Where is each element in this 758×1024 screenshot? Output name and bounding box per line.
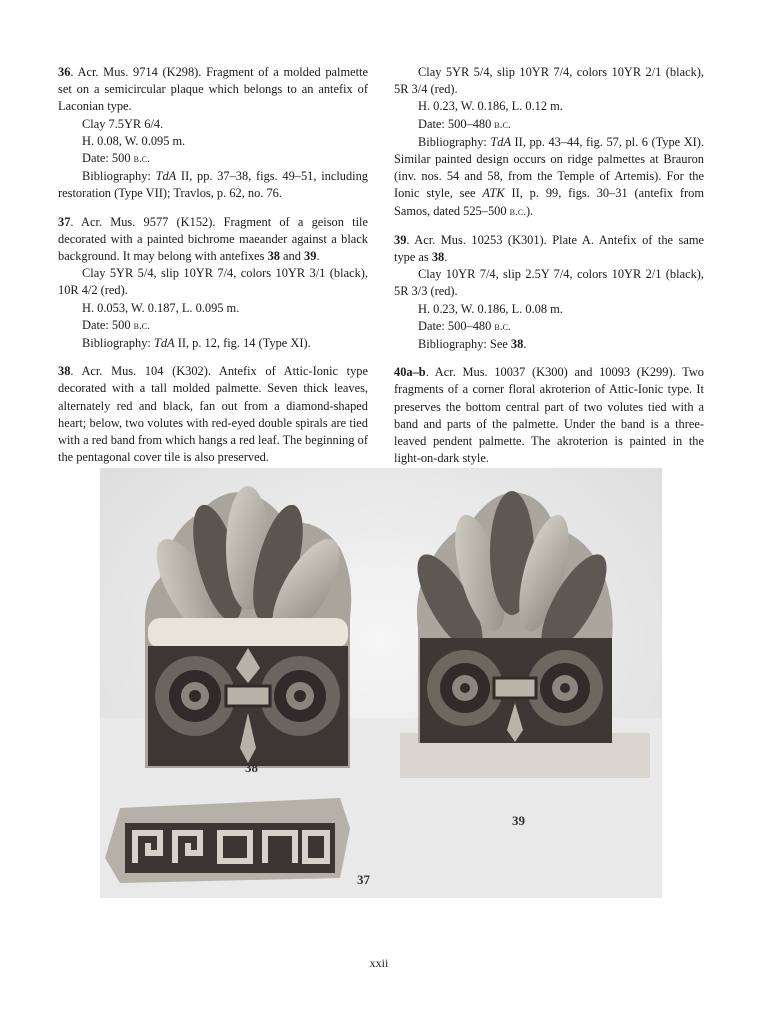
clay-line: Clay 7.5YR 6/4. (82, 116, 164, 131)
bibliography-line (394, 336, 704, 353)
dimensions-line: H. 0.08, W. 0.095 m. (82, 133, 186, 148)
date-text: Date: 500 (82, 317, 134, 332)
bib-label: Bibliography: (82, 336, 154, 351)
date-line (58, 150, 368, 168)
bibliography-line (394, 134, 704, 221)
plate-label-38: 38 (245, 760, 258, 775)
cross-ref: 38 (510, 337, 524, 352)
entry-description: . Acr. Mus. 10037 (K300) and 10093 (K299). Two fragments of a corner floral akroterion of Attic-Ionic type. It preserves the bottom central part of two volutes tied with a band and parts of the palmette. Under the band is a three-leaved pendent palmette. The akroterion is painted in the light-on-dark style. (394, 365, 704, 466)
page-number: xxii (369, 956, 389, 970)
entry-number: 40a–b (394, 365, 426, 380)
date-line (58, 317, 368, 335)
entry-heading (58, 64, 368, 116)
entry-description-cont: and (279, 249, 305, 264)
cross-ref: 39 (304, 249, 317, 264)
entry-description: . Acr. Mus. 9714 (K298). Fragment of a molded palmette set on a semicircular plaque which belongs to an antefix of Laconian type. (58, 65, 368, 114)
entry-heading (58, 363, 368, 466)
entry-38 (58, 363, 368, 466)
entry-description-end: . (316, 249, 320, 264)
entry-38-continued (394, 64, 704, 221)
entry-number: 39 (394, 232, 407, 247)
bib-title: TdA (153, 336, 175, 351)
date-line (394, 116, 704, 134)
bib-label: Bibliography: (82, 169, 156, 184)
entry-number: 36 (58, 65, 71, 79)
plate-label-39: 39 (512, 813, 525, 828)
left-column (58, 64, 368, 477)
date-line (394, 318, 704, 336)
entry-description: . Acr. Mus. 9577 (K152). Fragment of a geison tile decorated with a painted bichrome maeander against a black background. It may belong with antefixes (58, 214, 368, 264)
dimensions-line: H. 0.23, W. 0.186, L. 0.08 m. (418, 301, 563, 316)
bib-text: II, p. 99, figs. 30–31 (antefix from Samos, dated 525–500 (394, 186, 704, 218)
bibliography-line (58, 335, 368, 352)
entry-39 (394, 232, 704, 353)
artifact-photograph (100, 468, 662, 898)
clay-line: Clay 5YR 5/4, slip 10YR 7/4, colors 10YR 2/1 (black), 5R 3/4 (red). (394, 65, 704, 97)
bib-title: TdA (155, 169, 177, 184)
right-column (394, 64, 704, 478)
date-era: b.c. (133, 153, 150, 166)
bib-text-end: . (523, 337, 527, 352)
cross-ref: 38 (431, 250, 445, 265)
date-text: Date: 500–480 (418, 116, 495, 131)
dimensions-line: H. 0.053, W. 0.187, L. 0.095 m. (82, 300, 240, 315)
entry-description: . Acr. Mus. 104 (K302). Antefix of Attic-Ionic type decorated with a tall molded palmette. Seven thick leaves, alternately red and black, fan out from a diamond-shaped heart; below, two volutes with red-eyed double spirals are tied with a red band from which hangs a red leaf. The beginning of the pentagonal cover tile is also preserved. (58, 364, 368, 465)
dimensions-line: H. 0.23, W. 0.186, L. 0.12 m. (418, 99, 563, 114)
entry-heading (58, 214, 368, 266)
photo-plate (100, 468, 662, 898)
bibliography-line (58, 168, 368, 202)
entry-heading (394, 364, 704, 467)
bib-text-end: ). (526, 203, 534, 218)
entry-heading (394, 232, 704, 266)
entry-36 (58, 64, 368, 203)
date-era: b.c. (133, 319, 150, 332)
bib-text: II, p. 12, fig. 14 (Type XI). (174, 336, 311, 351)
geison-37-image (105, 798, 350, 883)
cross-ref: 38 (267, 249, 280, 264)
bib-title: ATK (482, 186, 505, 201)
bib-title: TdA (490, 134, 512, 149)
plate-label-37: 37 (357, 872, 370, 887)
bib-text: II, pp. 43–44, fig. 57, pl. 6 (Type XI). Similar painted design occurs on ridge palmettes at Brauron (inv. nos. 54 and 58, from the Temple of Artemis). For the Ionic style, see (394, 134, 705, 201)
entry-number: 38 (58, 364, 71, 379)
entry-number: 37 (58, 214, 71, 229)
bib-label: Bibliography: See (418, 337, 511, 352)
date-text: Date: 500–480 (418, 318, 495, 333)
entry-37 (58, 214, 368, 353)
bib-text: II, pp. 37–38, figs. 49–51, including restoration (Type VII); Travlos, p. 62, no. 76. (58, 169, 369, 201)
date-era: b.c. (494, 118, 511, 131)
date-era: b.c. (509, 205, 527, 218)
entry-description-end: . (444, 250, 448, 265)
clay-line: Clay 5YR 5/4, slip 10YR 7/4, colors 10YR 3/1 (black), 10R 4/2 (red). (58, 266, 368, 298)
date-era: b.c. (494, 320, 511, 333)
bib-label: Bibliography: (418, 134, 491, 149)
entry-40 (394, 364, 704, 467)
clay-line: Clay 10YR 7/4, slip 2.5Y 7/4, colors 10YR 2/1 (black), 5R 3/3 (red). (394, 267, 704, 299)
date-text: Date: 500 (82, 151, 134, 166)
entry-description: . Acr. Mus. 10253 (K301). Plate A. Antefix of the same type as (394, 232, 704, 265)
